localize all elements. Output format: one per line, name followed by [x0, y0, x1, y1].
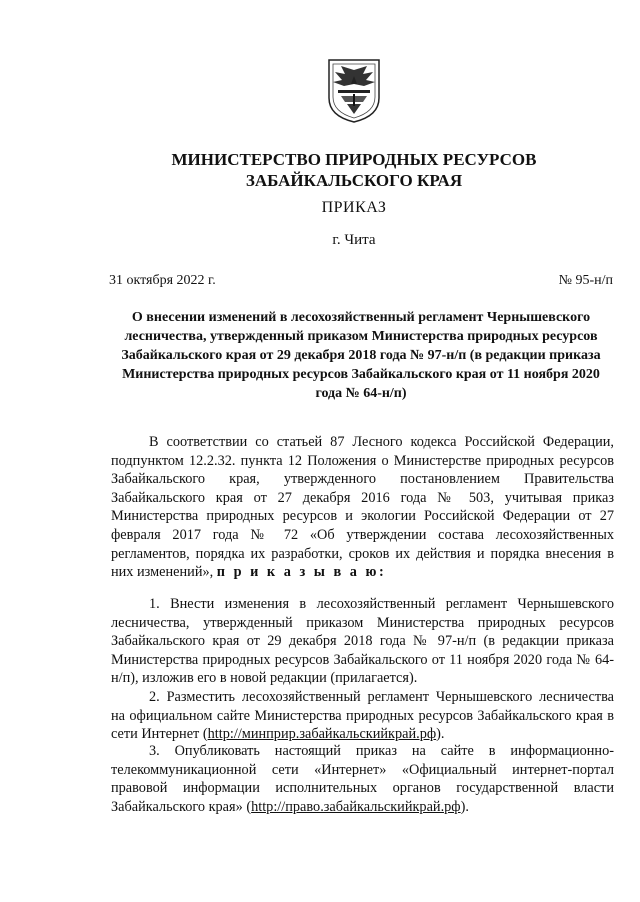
ministry-line-1: МИНИСТЕРСТВО ПРИРОДНЫХ РЕСУРСОВ	[171, 150, 537, 169]
coat-of-arms-emblem	[327, 58, 381, 124]
item-2	[111, 688, 614, 744]
order-title: ПРИКАЗ	[321, 199, 387, 216]
ministry-line-2: ЗАБАЙКАЛЬСКОГО КРАЯ	[245, 171, 463, 190]
item-1: 1. Внести изменения в лесохозяйственный регламент Чернышевского лесничества, утвержденный приказом Министерства природных ресурсов Забайкальского края от 29 декабря 2018 года № 97-н/п (в редакции приказа Министерства природных ресурсов Забайкальского от 11 ноября 2020 года № 64-н/п), изложив его в новой редакции (прилагается).	[111, 596, 614, 687]
order-subject: О внесении изменений в лесохозяйственный регламент Чернышевского лесничества, утвержденный приказом Министерства природных ресурсов Забайкальского края от 29 декабря 2018 года № 97-н/п (в редакции приказа Министерства природных ресурсов Забайкальского края от 11 ноября 2020 года № 64-н/п)	[121, 310, 601, 401]
item-3-end: ).	[460, 798, 469, 815]
preamble-paragraph	[111, 433, 614, 582]
ministry-website-link[interactable]: http://минприр.забайкальскийкрай.рф	[207, 726, 437, 743]
order-number: № 95-н/п	[558, 273, 613, 288]
order-word: п р и к а з ы в а ю:	[216, 564, 387, 581]
item-3	[111, 742, 614, 816]
item-2-end: ).	[436, 726, 445, 743]
legal-portal-link[interactable]: http://право.забайкальскийкрай.рф	[251, 798, 461, 815]
item-3-text: 3. Опубликовать настоящий приказ на сайте в информационно-телекоммуникационной сети «Интернет» «Официальный интернет-портал правовой информации исполнительных органов государственной власти Забайкальского края» (	[111, 743, 614, 815]
order-date: 31 октября 2022 г.	[109, 273, 216, 288]
ministry-name	[60, 149, 640, 191]
item-2-text: 2. Разместить лесохозяйственный регламент Чернышевского лесничества на официальном сайте Министерства природных ресурсов Забайкальского края в сети Интернет (	[111, 689, 614, 743]
city: г. Чита	[332, 232, 376, 248]
preamble-text: В соответствии со статьей 87 Лесного кодекса Российской Федерации, подпунктом 12.2.32. пункта 12 Положения о Министерстве природных ресурсов Забайкальского края, утвержденного постановлением Правительства Забайкальского края от 27 декабря 2016 года № 503, учитывая приказ Министерства природных ресурсов и экологии Российской Федерации от 27 февраля 2017 года № 72 «Об утверждении состава лесохозяйственных регламентов, порядка их разработки, сроков их действия и порядка внесения в них изменений»,	[111, 434, 614, 581]
